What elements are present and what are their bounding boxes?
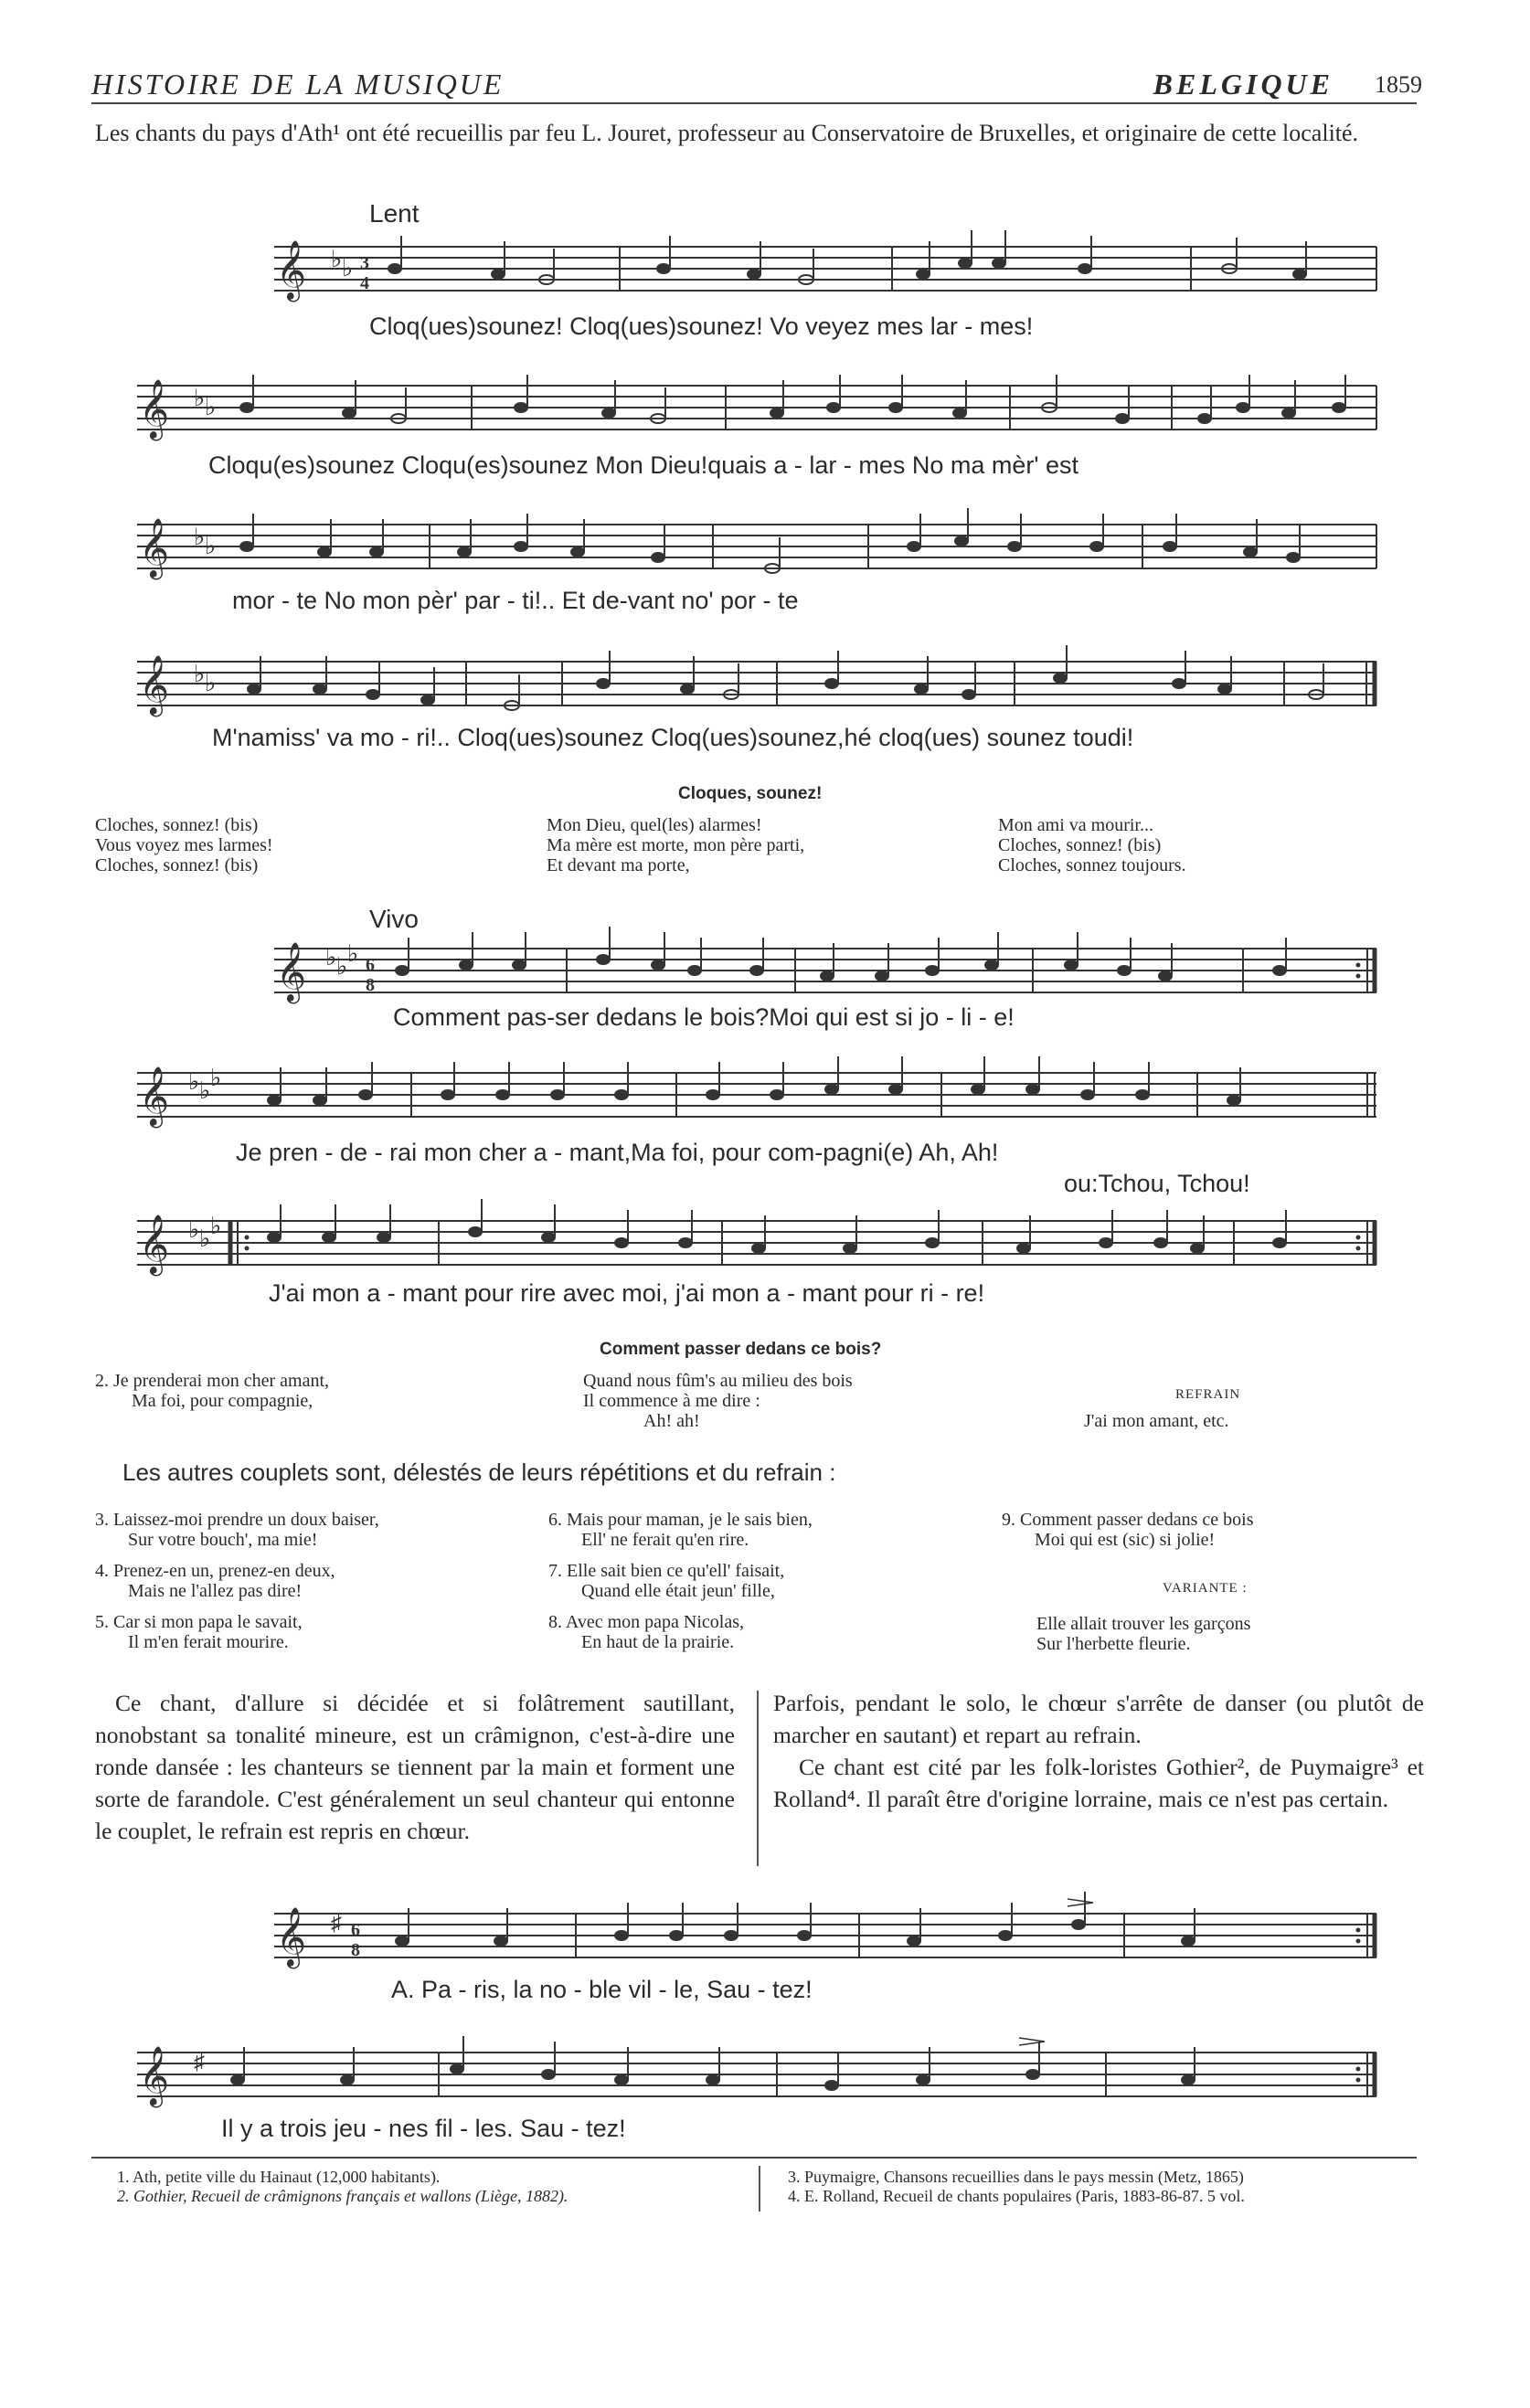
svg-text:♭: ♭ [342,255,354,281]
verse-line: 6. Mais pour maman, je le sais bien, [548,1510,813,1530]
svg-text:6: 6 [351,1920,360,1940]
svg-text:♭: ♭ [199,1077,211,1104]
running-header-title: HISTOIRE DE LA MUSIQUE [91,68,505,101]
body-column-left [95,1687,735,1847]
verse-line: Sur votre bouch', ma mie! [128,1530,318,1550]
verse-line: Vous voyez mes larmes! [95,835,273,855]
song-title: Comment passer dedans ce bois? [600,1340,882,1359]
verse-column [998,815,1186,875]
body-column-right [773,1687,1424,1815]
svg-text:♭: ♭ [188,1068,200,1095]
verse-line: Ell' ne ferait qu'en rire. [581,1530,749,1550]
verse-line: Cloches, sonnez toujours. [998,855,1186,875]
svg-text:3: 3 [360,253,369,273]
svg-text:♭: ♭ [205,394,217,420]
svg-text:𝄞: 𝄞 [276,1909,307,1966]
svg-text:𝄞: 𝄞 [139,381,170,438]
verse-line: 8. Avec mon papa Nicolas, [548,1612,745,1632]
lyric-line: M'namiss' va mo - ri!.. Cloq(ues)sounez Cloq(ues)sounez,hé cloq(ues) sounez toudi! [212,724,1134,751]
body-paragraph: Ce chant est cité par les folk-loristes Gothier², de Puymaigre³ et Rolland⁴. Il paraît être d'origine lorraine, mais ce n'est pas certain. [773,1754,1424,1812]
svg-text:♭: ♭ [194,524,206,550]
svg-text:𝄞: 𝄞 [139,520,170,577]
page-number: 1859 [1375,71,1422,98]
svg-text:8: 8 [366,975,375,995]
svg-text:𝄞: 𝄞 [276,944,307,1001]
verse-line: 7. Elle sait bien ce qu'ell' faisait, [548,1561,785,1581]
svg-text:♭: ♭ [347,940,359,967]
verse-column [95,1371,329,1411]
footnote-rule [91,2157,1417,2159]
couplet-column [1002,1510,1254,1550]
running-header-section: BELGIQUE [1153,68,1333,101]
verse-line: Mais ne l'allez pas dire! [128,1581,303,1601]
verse-line: Quand nous fûm's au milieu des bois [583,1371,853,1391]
intro-paragraph: Les chants du pays d'Ath¹ ont été recueillis par feu L. Jouret, professeur au Conservatoire de Bruxelles, et originaire de cette localité. [95,120,1359,146]
footnotes-left [117,2168,568,2206]
svg-text:♭: ♭ [331,246,343,272]
header-rule [91,102,1417,104]
tempo-marking: Vivo [369,905,419,933]
verse-line: Cloches, sonnez! (bis) [95,815,259,835]
verse-line: Et devant ma porte, [547,855,690,875]
verse-line: Mon ami va mourir... [998,815,1153,835]
verse-line: 2. Je prenderai mon cher amant, [95,1371,330,1391]
lyric-line: Cloqu(es)sounez Cloqu(es)sounez Mon Dieu!quais a - lar - mes No ma mèr' est [208,451,1079,479]
svg-text:4: 4 [360,273,369,293]
column-divider [757,1691,759,1866]
verse-line: Cloches, sonnez! (bis) [95,855,259,875]
music-staff [137,1210,1380,1274]
verse-line: Moi qui est (sic) si jolie! [1035,1530,1216,1550]
music-staff [274,1903,1380,1967]
svg-text:♭: ♭ [199,1225,211,1252]
svg-text:𝄞: 𝄞 [139,1068,170,1125]
lyric-line: J'ai mon a - mant pour rire avec moi, j'ai mon a - mant pour ri - re! [269,1279,985,1307]
lyric-line: Il y a trois jeu - nes fil - les. Sau - tez! [221,2115,626,2142]
lyric-line: Cloq(ues)sounez! Cloq(ues)sounez! Vo veyez mes lar - mes! [369,313,1034,340]
svg-text:8: 8 [351,1940,360,1960]
verse-line: Cloches, sonnez! (bis) [998,835,1162,855]
verse-column [95,815,273,875]
verse-line: Ah! ah! [643,1411,700,1431]
footnote: 2. Gothier, Recueil de crâmignons français et wallons (Liège, 1882). [117,2187,568,2205]
verse-column [547,815,804,875]
svg-text:♭: ♭ [210,1213,222,1239]
lyric-line: mor - te No mon pèr' par - ti!.. Et de-vant no' por - te [232,587,799,614]
verse-line: Mon Dieu, quel(les) alarmes! [547,815,762,835]
variante-label: VARIANTE : [1163,1581,1248,1596]
couplet-column [95,1510,379,1652]
footnote: 3. Puymaigre, Chansons recueillies dans le pays messin (Metz, 1865) [788,2168,1244,2186]
verse-line: 3. Laissez-moi prendre un doux baiser, [95,1510,379,1530]
refrain-label: REFRAIN [1175,1387,1241,1402]
song-title: Cloques, sounez! [678,784,823,803]
verse-line: Il m'en ferait mourire. [128,1632,289,1652]
lyric-line: Je pren - de - rai mon cher a - mant,Ma foi, pour com-pagni(e) Ah, Ah! [236,1139,999,1166]
svg-text:♯: ♯ [331,1912,342,1936]
svg-text:♭: ♭ [210,1065,222,1091]
svg-text:♭: ♭ [325,944,337,971]
verse-line: 4. Prenez-en un, prenez-en deux, [95,1561,335,1581]
footnote-divider [759,2166,760,2212]
footnote: 4. E. Rolland, Recueil de chants populaires (Paris, 1883-86-87. 5 vol. [788,2187,1245,2205]
tempo-marking: Lent [369,199,420,228]
verse-line: Ma foi, pour compagnie, [132,1391,313,1411]
footnote: 1. Ath, petite ville du Hainaut (12,000 habitants). [117,2168,441,2186]
body-paragraph: Parfois, pendant le solo, le chœur s'arrête de danser (ou plutôt de marcher en sautant) et repart au refrain. [773,1690,1424,1748]
svg-text:♭: ♭ [205,670,217,696]
couplet-column [548,1510,813,1652]
svg-text:♭: ♭ [194,385,206,411]
svg-text:♭: ♭ [336,953,348,980]
verse-line: Sur l'herbette fleurie. [1036,1634,1191,1654]
couplets-intro: Les autres couplets sont, délestés de leurs répétitions et du refrain : [122,1459,836,1486]
footnotes-right [788,2168,1245,2206]
music-staff [137,651,1380,715]
svg-text:♯: ♯ [194,2051,205,2074]
music-staff [137,375,1380,439]
music-staff [137,1062,1380,1126]
svg-text:♭: ♭ [205,533,217,559]
svg-text:♭: ♭ [188,1216,200,1243]
verse-line: En haut de la prairie. [581,1632,735,1652]
verse-line: Ma mère est morte, mon père parti, [547,835,805,855]
variante-column [1036,1614,1250,1654]
verse-column [583,1371,853,1431]
alternate-lyric: ou:Tchou, Tchou! [1064,1170,1250,1197]
svg-text:𝄞: 𝄞 [139,2048,170,2105]
music-staff [274,236,1380,300]
svg-text:♭: ♭ [194,661,206,687]
verse-line: Quand elle était jeun' fille, [581,1581,775,1601]
svg-text:𝄞: 𝄞 [139,1216,170,1273]
verse-line: Elle allait trouver les garçons [1036,1614,1251,1634]
svg-text:6: 6 [366,955,375,975]
refrain-text: J'ai mon amant, etc. [1084,1411,1229,1431]
svg-text:𝄞: 𝄞 [139,657,170,714]
lyric-line: Comment pas-ser dedans le bois?Moi qui est si jo - li - e! [393,1003,1015,1031]
body-paragraph: Ce chant, d'allure si décidée et si folâtrement sautillant, nonobstant sa tonalité mineure, est un crâmignon, c'est-à-dire une ronde dansée : les chanteurs se tiennent par la main et forment une sorte de farandole. C'est généralement un seul chanteur qui entonne le couplet, le refrain est repris en chœur. [95,1690,735,1844]
lyric-line: A. Pa - ris, la no - ble vil - le, Sau - tez! [391,1976,813,2003]
verse-line: Il commence à me dire : [583,1391,760,1411]
svg-text:𝄞: 𝄞 [276,242,307,299]
music-staff [137,514,1380,578]
verse-line: 9. Comment passer dedans ce bois [1002,1510,1254,1530]
verse-line: 5. Car si mon papa le savait, [95,1612,303,1632]
music-staff [137,2042,1380,2106]
music-staff [274,938,1380,1002]
